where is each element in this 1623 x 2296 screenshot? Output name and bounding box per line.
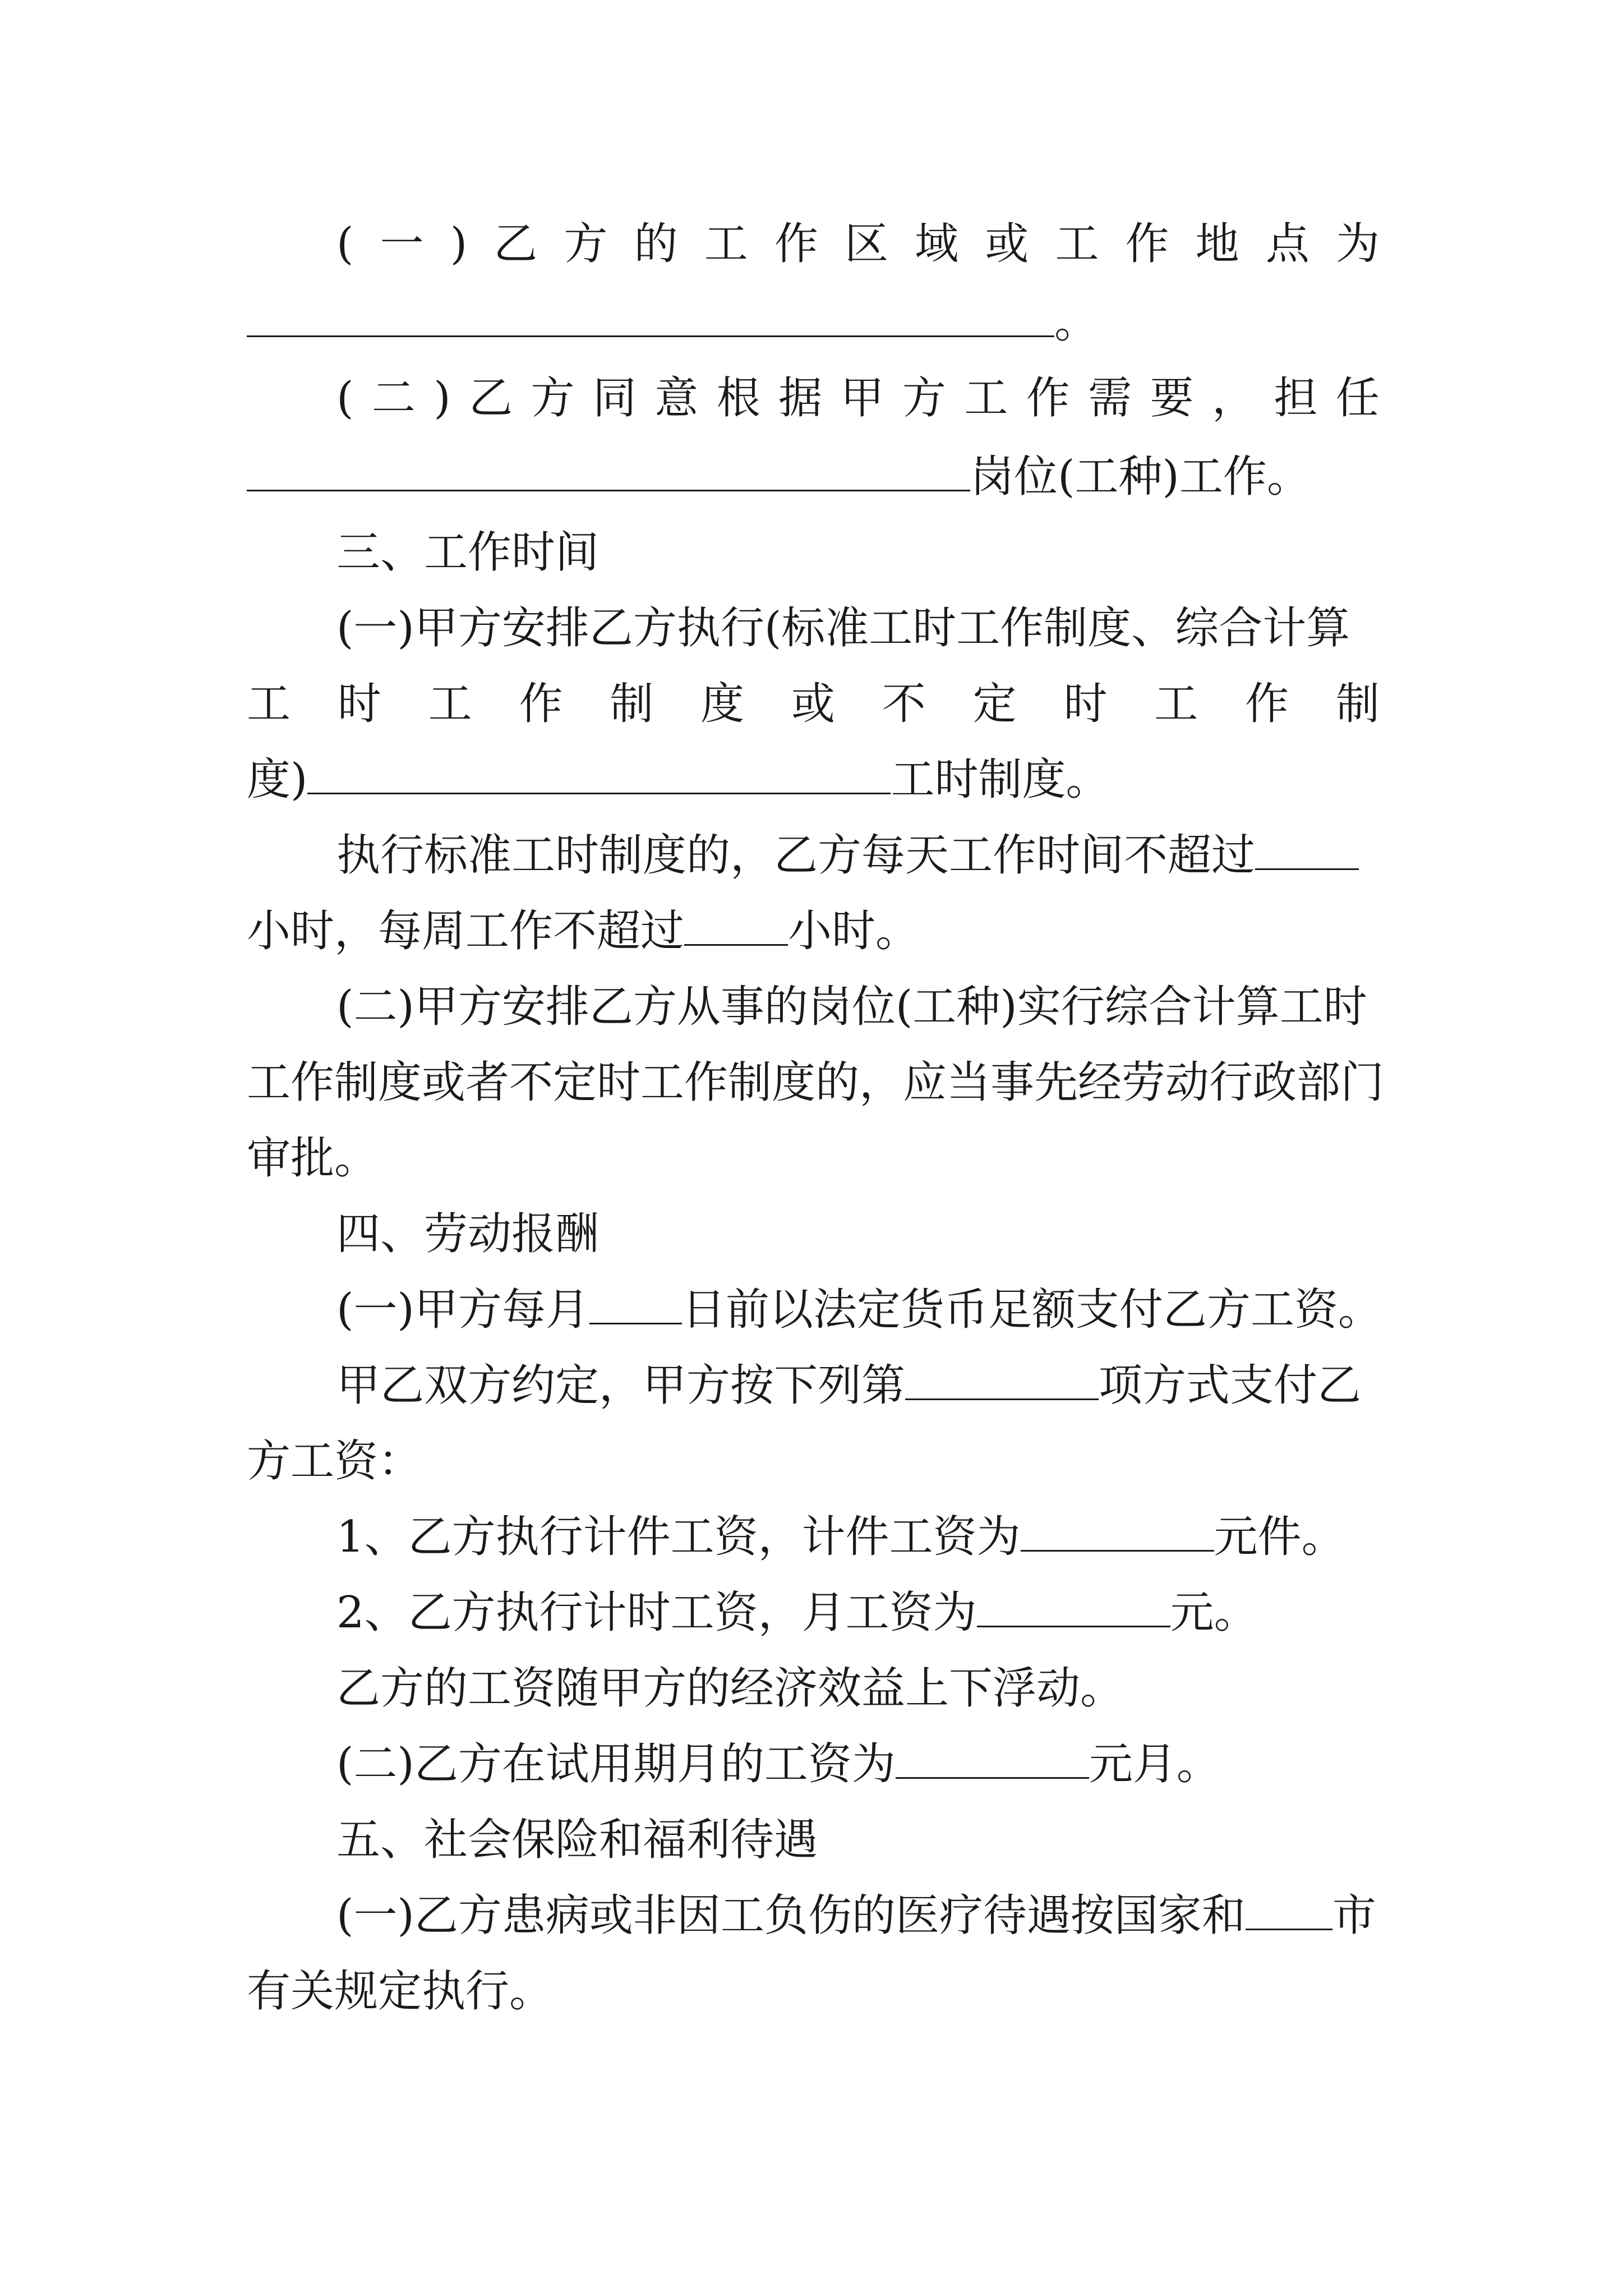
- clause-2-1-char: 工: [1055, 219, 1099, 269]
- clause-2-2-char: 任: [1335, 373, 1380, 424]
- clause-3-1-line-1: (一)甲方安排乙方执行(标准工时工作制度、综合计算: [336, 603, 1350, 654]
- position-blank[interactable]: [247, 449, 970, 491]
- clause-2-2-char: 甲: [840, 373, 884, 424]
- probation-wage-blank[interactable]: [896, 1737, 1089, 1779]
- daily-hours-label: 执行标准工时制度的，乙方每天工作时间不超过: [336, 830, 1256, 881]
- clause-2-1-line-2: [247, 295, 1380, 351]
- clause-3-1-char: 定: [972, 679, 1017, 729]
- pay-option-2: [336, 1585, 1380, 1641]
- clause-3-1-char: 作: [519, 679, 563, 729]
- monthly-wage-unit: 元。: [1170, 1588, 1258, 1638]
- clause-3-1-char: 工: [247, 679, 291, 729]
- clause-4-method-line-2: 方工资：: [247, 1436, 422, 1487]
- piece-rate-blank[interactable]: [1021, 1510, 1214, 1552]
- clause-2-2-char: 作: [1026, 373, 1070, 424]
- clause-2-2-line-2: [247, 449, 1380, 505]
- clause-3-1-char: 度: [700, 679, 745, 729]
- clause-2-2-char: 工: [964, 373, 1008, 424]
- clause-2-1-tail: 。: [1054, 297, 1099, 348]
- piece-rate-label: 1、乙方执行计件工资，计件工资为: [336, 1512, 1021, 1562]
- clause-3-1-char: 或: [791, 679, 835, 729]
- clause-3-1-line-3-head: 度): [247, 754, 308, 805]
- clause-2-1-char: 为: [1335, 219, 1380, 269]
- clause-2-1-char: 域: [915, 219, 959, 269]
- clause-2-1-char: ): [450, 219, 468, 269]
- clause-2-1-char: 乙: [494, 219, 538, 269]
- clause-4-method-line-1: [336, 1358, 1380, 1414]
- clause-2-2-char: 担: [1274, 373, 1318, 424]
- clause-2-2-char: ，: [1211, 373, 1256, 424]
- clause-2-2-char: 要: [1150, 373, 1194, 424]
- section-4-heading: 四、劳动报酬: [336, 1209, 600, 1259]
- clause-3-1-char: 时: [1063, 679, 1108, 729]
- clause-2-2-char: (: [336, 373, 354, 424]
- clause-2-2-char: 二: [371, 373, 416, 424]
- daily-hours-blank[interactable]: [1255, 828, 1359, 870]
- weekly-hours-label: 小时，每周工作不超过: [247, 906, 685, 956]
- clause-2-1-char: 的: [634, 219, 678, 269]
- clause-3-1-line-3: [247, 752, 1380, 808]
- clause-5-1-line-2: 有关规定执行。: [247, 1966, 554, 2017]
- monthly-wage-label: 2、乙方执行计时工资，月工资为: [336, 1588, 977, 1638]
- clause-3-std-line-2: [247, 903, 1380, 959]
- clause-2-2-tail: 岗位(工种)工作。: [970, 452, 1311, 502]
- clause-2-2-char: 方: [531, 373, 575, 424]
- clause-2-1-char: 作: [1125, 219, 1169, 269]
- clause-2-1-char: 方: [564, 219, 608, 269]
- clause-2-1-line-1: [336, 216, 1380, 272]
- clause-2-2-char: 据: [778, 373, 823, 424]
- piece-rate-unit: 元件。: [1214, 1512, 1345, 1562]
- clause-2-2-char: 需: [1088, 373, 1132, 424]
- clause-3-1-char: 制: [1335, 679, 1380, 729]
- weekly-hours-unit: 小时。: [788, 906, 920, 956]
- clause-2-2-char: ): [434, 373, 451, 424]
- probation-wage-unit: 元月。: [1089, 1739, 1220, 1789]
- pay-day-tail: 日前以法定货币足额支付乙方工资。: [681, 1285, 1382, 1335]
- pay-day-label: (一)甲方每月: [336, 1285, 589, 1335]
- clause-2-1-char: 或: [985, 219, 1029, 269]
- work-hour-system-blank[interactable]: [307, 752, 891, 794]
- clause-2-1-char: 工: [704, 219, 748, 269]
- clause-3-1-char: 制: [610, 679, 654, 729]
- wage-float-note: 乙方的工资随甲方的经济效益上下浮动。: [336, 1663, 1124, 1714]
- section-3-heading: 三、工作时间: [336, 527, 600, 578]
- monthly-wage-blank[interactable]: [977, 1585, 1170, 1627]
- clause-2-2-char: 意: [654, 373, 699, 424]
- clause-4-1-line: [336, 1282, 1380, 1338]
- section-5-heading: 五、社会保险和福利待遇: [336, 1815, 818, 1865]
- clause-2-2-char: 乙: [469, 373, 513, 424]
- clause-3-1-line-2: [247, 676, 1380, 732]
- clause-2-2-char: 根: [716, 373, 760, 424]
- pay-method-label: 甲乙双方约定，甲方按下列第: [336, 1360, 906, 1411]
- work-location-blank[interactable]: [247, 295, 1054, 337]
- clause-2-2-char: 方: [902, 373, 946, 424]
- medical-treatment-label: (一)乙方患病或非因工负伤的医疗待遇按国家和: [336, 1890, 1246, 1941]
- pay-option-1: [336, 1509, 1380, 1565]
- city-blank[interactable]: [1246, 1888, 1332, 1930]
- clause-3-2-line-2: 工作制度或者不定时工作制度的，应当事先经劳动行政部门: [247, 1057, 1385, 1108]
- clause-4-2-line: [336, 1736, 1380, 1792]
- clause-3-1-char: 时: [337, 679, 381, 729]
- clause-2-2-char: 同: [592, 373, 637, 424]
- clause-5-1-line-1: [336, 1888, 1380, 1944]
- clause-2-2-line-1: [336, 370, 1380, 426]
- weekly-hours-blank[interactable]: [684, 904, 788, 946]
- city-unit: 市: [1332, 1890, 1376, 1941]
- clause-3-2-line-1: (二)甲方安排乙方从事的岗位(工种)实行综合计算工时: [336, 982, 1367, 1032]
- clause-3-1-char: 工: [1154, 679, 1198, 729]
- clause-3-1-line-3-tail: 工时制度。: [891, 754, 1110, 805]
- clause-2-1-char: 作: [774, 219, 818, 269]
- clause-2-1-char: 点: [1265, 219, 1310, 269]
- clause-2-1-char: 一: [380, 219, 424, 269]
- pay-method-tail: 项方式支付乙: [1099, 1360, 1362, 1411]
- probation-wage-label: (二)乙方在试用期月的工资为: [336, 1739, 896, 1789]
- clause-3-2-line-3: 审批。: [247, 1133, 379, 1184]
- clause-2-1-char: 区: [844, 219, 888, 269]
- clause-2-1-char: (: [336, 219, 354, 269]
- clause-3-1-char: 作: [1245, 679, 1289, 729]
- pay-day-blank[interactable]: [589, 1282, 682, 1324]
- clause-3-std-line-1: [336, 827, 1380, 884]
- clause-3-1-char: 工: [428, 679, 472, 729]
- clause-3-1-char: 不: [882, 679, 926, 729]
- pay-method-blank[interactable]: [905, 1358, 1099, 1400]
- clause-2-1-char: 地: [1195, 219, 1239, 269]
